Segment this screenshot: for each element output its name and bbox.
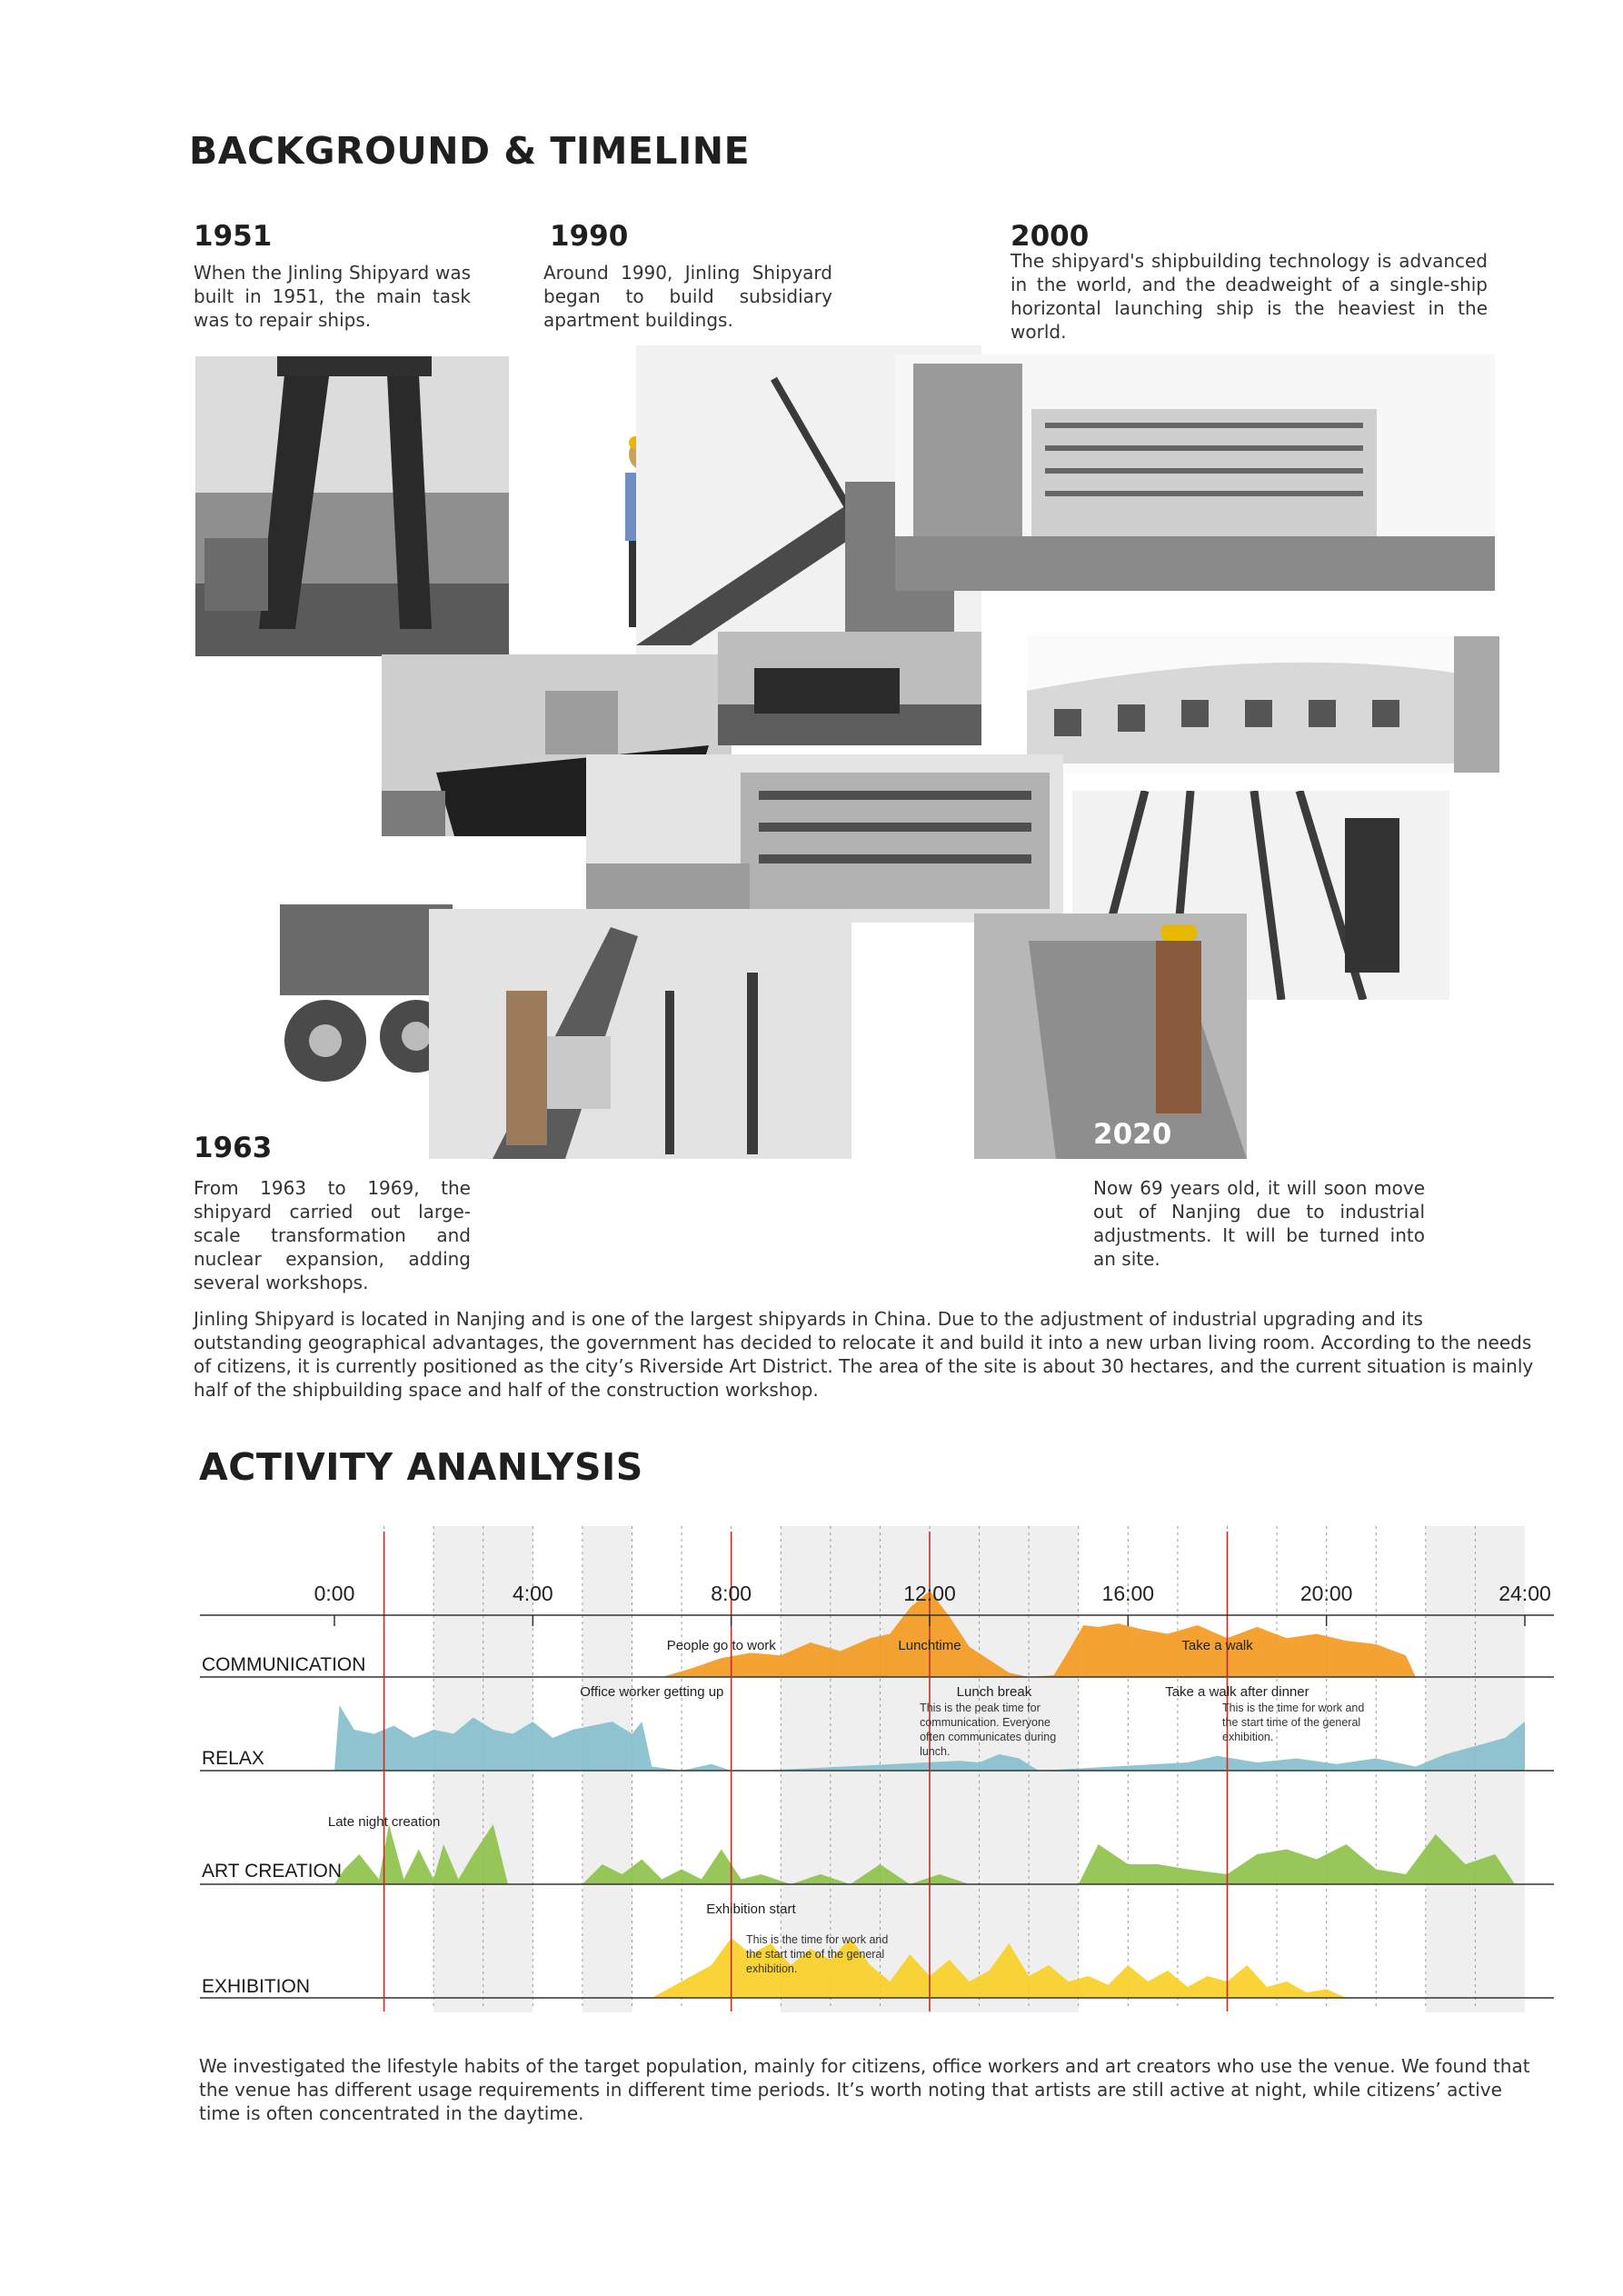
- note-0-line-2: often communicates during: [920, 1731, 1057, 1743]
- note-0-line-0: This is the peak time for: [920, 1702, 1041, 1714]
- row-label-relax: RELAX: [202, 1748, 264, 1769]
- tick-label-2: 8:00: [711, 1582, 752, 1605]
- milestone-text-1990: Around 1990, Jinling Shipyard began to build subsidiary apartment buildings.: [543, 262, 832, 331]
- tick-label-3: 12:00: [903, 1582, 956, 1605]
- row-label-communication: COMMUNICATION: [202, 1654, 366, 1675]
- tick-label-1: 4:00: [512, 1582, 553, 1605]
- tick-label-6: 24:00: [1499, 1582, 1551, 1605]
- milestone-text-1951: When the Jinling Shipyard was built in 1951, the main task was to repair ships.: [194, 262, 471, 331]
- apartment-photo: [895, 354, 1495, 591]
- annotation-0: People go to work: [666, 1638, 776, 1653]
- milestone-year-1963: 1963: [194, 1132, 273, 1164]
- note-1-line-2: exhibition.: [1222, 1731, 1274, 1743]
- milestone-year-1951: 1951: [194, 220, 273, 253]
- activity-title: ACTIVITY ANANLYSIS: [199, 1445, 643, 1489]
- milestone-year-2000: 2000: [1011, 220, 1090, 253]
- annotation-1: Lunchtime: [898, 1638, 961, 1653]
- annotation-4: Lunch break: [956, 1684, 1032, 1700]
- annotation-2: Take a walk: [1181, 1638, 1253, 1653]
- annotation-6: Late night creation: [327, 1814, 441, 1830]
- note-2-line-1: the start time of the general: [746, 1948, 885, 1961]
- annotation-5: Take a walk after dinner: [1165, 1684, 1309, 1700]
- milestone-text-2000: The shipyard's shipbuilding technology is advanced in the world, and the deadweight of a single-ship horizontal launching ship is the heaviest in the world.: [1011, 250, 1488, 343]
- milestone-year-1990: 1990: [550, 220, 629, 253]
- milestone-year-2020: 2020: [1093, 1118, 1172, 1151]
- worker-cart-photo: [429, 909, 851, 1159]
- note-0-line-3: lunch.: [920, 1745, 951, 1758]
- note-2-line-0: This is the time for work and: [746, 1933, 889, 1946]
- background-summary: Jinling Shipyard is located in Nanjing and is one of the largest shipyards in China. Due to the adjustment of industrial upgrading and its outstanding geographical advantages, the government has decided to relocate it and build it into a new urban living room. According to the needs of citizens, it is currently positioned as the city’s Riverside Art District. The area of the site is about 30 hectares, and the current situation is mainly half of the shipbuilding space and half of the construction workshop.: [194, 1308, 1534, 1401]
- row-label-exhibition: EXHIBITION: [202, 1976, 311, 1997]
- note-1-line-1: the start time of the general: [1222, 1716, 1361, 1729]
- annotation-7: Exhibition start: [706, 1902, 796, 1917]
- office-building-photo: [586, 754, 1063, 923]
- note-0-line-1: communication. Everyone: [920, 1716, 1050, 1729]
- crane-photo: [195, 356, 509, 656]
- note-2-line-2: exhibition.: [746, 1962, 798, 1975]
- tug-boat-photo: [718, 632, 981, 745]
- workshop-photo: [1027, 636, 1499, 773]
- milestone-text-1963: From 1963 to 1969, the shipyard carried out large-scale transformation and nuclear expansion, adding several workshops.: [194, 1177, 471, 1293]
- activity-summary: We investigated the lifestyle habits of the target population, mainly for citizens, office workers and art creators who use the venue. We found that the venue has different usage requirements in different time periods. It’s worth noting that artists are still active at night, while citizens’ active time is often concentrated in the daytime.: [199, 2055, 1530, 2124]
- tick-label-5: 20:00: [1299, 1582, 1353, 1605]
- activity-chart: [191, 1513, 1554, 2013]
- note-1-line-0: This is the time for work and: [1222, 1702, 1365, 1714]
- annotation-3: Office worker getting up: [580, 1684, 724, 1700]
- row-label-art-creation: ART CREATION: [202, 1861, 343, 1882]
- background-title: BACKGROUND & TIMELINE: [189, 129, 751, 173]
- milestone-text-2020: Now 69 years old, it will soon move out of Nanjing due to industrial adjustments. It will be turned into an site.: [1093, 1177, 1425, 1270]
- tick-label-0: 0:00: [314, 1582, 355, 1605]
- tick-label-4: 16:00: [1101, 1582, 1155, 1605]
